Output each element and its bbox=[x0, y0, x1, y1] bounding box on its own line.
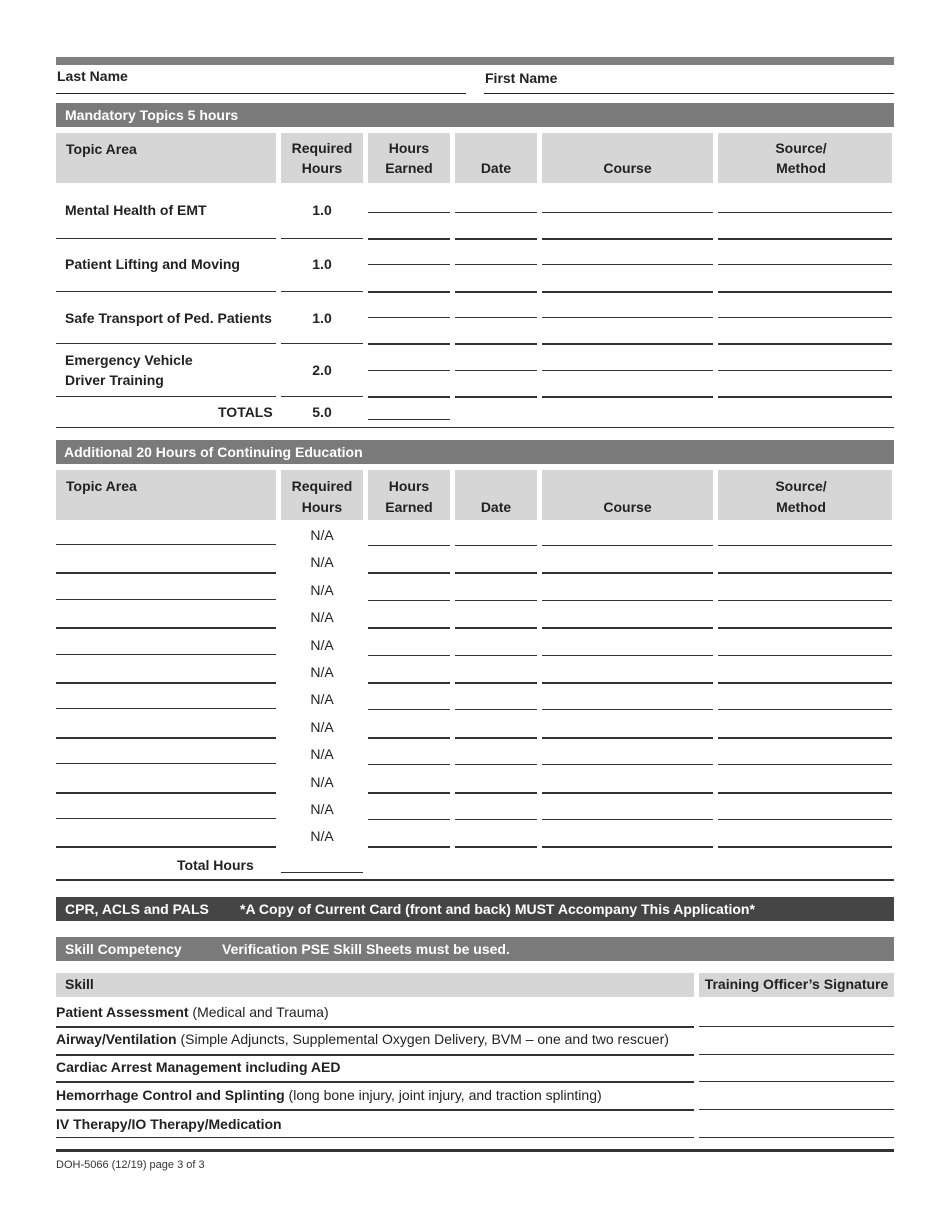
topic-area-field[interactable] bbox=[56, 846, 276, 847]
skill-row-rule bbox=[56, 1109, 694, 1111]
required-hours-value: N/A bbox=[310, 828, 334, 845]
signature-field[interactable] bbox=[699, 1081, 894, 1082]
col-topic-label: Topic Area bbox=[66, 478, 137, 494]
additional-section-title: Additional 20 Hours of Continuing Education bbox=[64, 444, 363, 460]
topic-area-field[interactable] bbox=[56, 627, 276, 629]
source-method-field[interactable] bbox=[718, 545, 892, 546]
row-separator bbox=[455, 396, 537, 398]
course-field[interactable] bbox=[542, 737, 713, 739]
source-method-field[interactable] bbox=[718, 764, 892, 765]
topic-area-field[interactable] bbox=[56, 763, 276, 764]
row-separator bbox=[542, 238, 713, 240]
form-footer: DOH-5066 (12/19) page 3 of 3 bbox=[56, 1159, 205, 1171]
hours-earned-field[interactable] bbox=[368, 317, 450, 318]
course-field[interactable] bbox=[542, 627, 713, 629]
date-field[interactable] bbox=[455, 819, 537, 820]
row-separator bbox=[56, 343, 276, 344]
date-field[interactable] bbox=[455, 545, 537, 546]
source-method-field[interactable] bbox=[718, 737, 892, 739]
required-hours-value: N/A bbox=[310, 718, 334, 735]
skill-item bbox=[56, 1031, 669, 1047]
hours-earned-field[interactable] bbox=[368, 792, 450, 794]
signature-field[interactable] bbox=[699, 1054, 894, 1055]
source-method-field[interactable] bbox=[718, 627, 892, 629]
date-field[interactable] bbox=[455, 737, 537, 739]
skill-section-title: Skill Competency bbox=[65, 941, 182, 957]
date-field[interactable] bbox=[455, 317, 537, 318]
row-separator bbox=[281, 396, 363, 397]
source-method-field[interactable] bbox=[718, 370, 892, 371]
date-field[interactable] bbox=[455, 846, 537, 848]
bottom-rule bbox=[56, 1149, 894, 1152]
row-separator bbox=[368, 343, 450, 345]
course-field[interactable] bbox=[542, 709, 713, 710]
mandatory-row-topic: Emergency Vehicle bbox=[65, 352, 193, 368]
col-hours-label-1: Hours bbox=[388, 478, 430, 494]
col-source-label-2: Method bbox=[776, 499, 826, 515]
required-hours-value: N/A bbox=[310, 609, 334, 626]
required-hours-value: N/A bbox=[310, 636, 334, 653]
row-separator bbox=[281, 238, 363, 239]
last-name-label: Last Name bbox=[57, 68, 128, 84]
course-field[interactable] bbox=[542, 792, 713, 794]
additional-section-header bbox=[56, 440, 894, 464]
col-hours-earned bbox=[368, 133, 450, 183]
cpr-title: CPR, ACLS and PALS bbox=[65, 901, 209, 917]
topic-area-field[interactable] bbox=[56, 599, 276, 600]
signature-header-label: Training Officer’s Signature bbox=[704, 976, 889, 992]
course-field[interactable] bbox=[542, 264, 713, 265]
required-hours-value: N/A bbox=[310, 746, 334, 763]
required-hours-value: N/A bbox=[310, 691, 334, 708]
col-date-label: Date bbox=[480, 499, 512, 515]
hours-earned-field[interactable] bbox=[368, 627, 450, 629]
required-hours-value: N/A bbox=[310, 581, 334, 598]
total-hours-label: Total Hours bbox=[177, 857, 254, 873]
col-hours-label-1: Hours bbox=[388, 140, 430, 156]
totals-label: TOTALS bbox=[218, 404, 273, 420]
col-source-label-1: Source/ bbox=[775, 478, 827, 494]
source-method-field[interactable] bbox=[718, 709, 892, 710]
skill-item bbox=[56, 1004, 329, 1020]
topic-area-field[interactable] bbox=[56, 544, 276, 545]
topic-area-field[interactable] bbox=[56, 792, 276, 794]
hours-earned-field[interactable] bbox=[368, 264, 450, 265]
required-hours-value: N/A bbox=[310, 801, 334, 817]
row-separator bbox=[542, 396, 713, 398]
col-course bbox=[542, 133, 713, 183]
col-required-label-1: Required bbox=[291, 140, 353, 156]
col-topic-label: Topic Area bbox=[66, 141, 137, 157]
row-separator bbox=[718, 396, 892, 398]
source-method-field[interactable] bbox=[718, 792, 892, 794]
date-field[interactable] bbox=[455, 764, 537, 765]
top-rule bbox=[56, 57, 894, 65]
last-name-field[interactable] bbox=[56, 93, 466, 94]
skill-name: Hemorrhage Control and Splinting bbox=[56, 1087, 285, 1103]
mandatory-bottom-rule bbox=[56, 427, 894, 428]
additional-bottom-rule bbox=[56, 879, 894, 881]
row-separator bbox=[455, 238, 537, 240]
mandatory-row-required: 1.0 bbox=[312, 310, 332, 326]
date-field[interactable] bbox=[455, 600, 537, 601]
totals-earned-field[interactable] bbox=[368, 419, 450, 420]
required-hours-value: N/A bbox=[310, 664, 334, 680]
date-field[interactable] bbox=[455, 709, 537, 710]
total-hours-field[interactable] bbox=[281, 872, 363, 873]
date-field[interactable] bbox=[455, 572, 537, 574]
date-field[interactable] bbox=[455, 370, 537, 371]
row-separator bbox=[718, 343, 892, 345]
skill-row-rule bbox=[56, 1054, 694, 1056]
source-method-field[interactable] bbox=[718, 846, 892, 848]
signature-field[interactable] bbox=[699, 1026, 894, 1027]
date-field[interactable] bbox=[455, 264, 537, 265]
course-field[interactable] bbox=[542, 317, 713, 318]
col-topic-area bbox=[56, 470, 276, 520]
skill-detail: (Medical and Trauma) bbox=[188, 1004, 329, 1020]
hours-earned-field[interactable] bbox=[368, 819, 450, 820]
col-required-label-2: Hours bbox=[301, 499, 343, 515]
skill-detail: (long bone injury, joint injury, and traction splinting) bbox=[284, 1087, 602, 1103]
hours-earned-field[interactable] bbox=[368, 846, 450, 848]
mandatory-section-title: Mandatory Topics 5 hours bbox=[65, 107, 239, 123]
course-field[interactable] bbox=[542, 572, 713, 574]
hours-earned-field[interactable] bbox=[368, 370, 450, 371]
mandatory-row-topic-line2: Driver Training bbox=[65, 372, 164, 388]
row-separator bbox=[542, 343, 713, 345]
date-field[interactable] bbox=[455, 655, 537, 656]
row-separator bbox=[368, 396, 450, 398]
row-separator bbox=[455, 343, 537, 345]
col-required-hours bbox=[281, 133, 363, 183]
date-field[interactable] bbox=[455, 792, 537, 794]
hours-earned-field[interactable] bbox=[368, 737, 450, 739]
signature-field[interactable] bbox=[699, 1109, 894, 1110]
col-date-label: Date bbox=[480, 160, 512, 176]
row-separator bbox=[455, 291, 537, 293]
skill-detail: (Simple Adjuncts, Supplemental Oxygen Delivery, BVM – one and two rescuer) bbox=[176, 1031, 669, 1047]
row-separator bbox=[281, 291, 363, 292]
course-field[interactable] bbox=[542, 370, 713, 371]
col-required-label-2: Hours bbox=[301, 160, 343, 176]
col-source-method bbox=[718, 133, 892, 183]
topic-area-field[interactable] bbox=[56, 682, 276, 684]
mandatory-row-required: 2.0 bbox=[312, 362, 332, 378]
mandatory-section-header bbox=[56, 103, 894, 127]
col-course bbox=[542, 470, 713, 520]
skill-row-rule bbox=[56, 1026, 694, 1028]
row-separator bbox=[56, 396, 276, 397]
hours-earned-field[interactable] bbox=[368, 600, 450, 601]
mandatory-row-topic: Mental Health of EMT bbox=[65, 202, 207, 218]
hours-earned-field[interactable] bbox=[368, 655, 450, 656]
signature-column-header bbox=[699, 973, 894, 997]
source-method-field[interactable] bbox=[718, 819, 892, 820]
mandatory-row-required: 1.0 bbox=[312, 202, 332, 218]
course-field[interactable] bbox=[542, 545, 713, 546]
hours-earned-field[interactable] bbox=[368, 764, 450, 765]
col-source-method bbox=[718, 470, 892, 520]
topic-area-field[interactable] bbox=[56, 572, 276, 574]
source-method-field[interactable] bbox=[718, 317, 892, 318]
course-field[interactable] bbox=[542, 212, 713, 213]
skill-section-header bbox=[56, 937, 894, 961]
row-separator bbox=[281, 343, 363, 344]
totals-value: 5.0 bbox=[312, 404, 332, 420]
skill-item bbox=[56, 1087, 602, 1103]
first-name-field[interactable] bbox=[484, 93, 894, 94]
row-separator bbox=[718, 291, 892, 293]
course-field[interactable] bbox=[542, 682, 713, 684]
topic-area-field[interactable] bbox=[56, 708, 276, 709]
row-separator bbox=[368, 238, 450, 240]
course-field[interactable] bbox=[542, 655, 713, 656]
hours-earned-field[interactable] bbox=[368, 709, 450, 710]
row-separator bbox=[542, 291, 713, 293]
cpr-section-header bbox=[56, 897, 894, 921]
col-date bbox=[455, 470, 537, 520]
hours-earned-field[interactable] bbox=[368, 212, 450, 213]
topic-area-field[interactable] bbox=[56, 818, 276, 819]
col-hours-label-2: Earned bbox=[385, 499, 433, 515]
source-method-field[interactable] bbox=[718, 655, 892, 656]
date-field[interactable] bbox=[455, 682, 537, 684]
skill-section-note: Verification PSE Skill Sheets must be used. bbox=[222, 941, 510, 957]
source-method-field[interactable] bbox=[718, 600, 892, 601]
col-required-label-1: Required bbox=[291, 478, 353, 494]
source-method-field[interactable] bbox=[718, 212, 892, 213]
skill-name: Patient Assessment bbox=[56, 1004, 189, 1020]
mandatory-row-topic: Patient Lifting and Moving bbox=[65, 256, 240, 272]
cpr-note: *A Copy of Current Card (front and back) MUST Accompany This Application* bbox=[240, 901, 755, 917]
required-hours-value: N/A bbox=[310, 527, 334, 543]
col-source-label-2: Method bbox=[776, 160, 826, 176]
mandatory-row-required: 1.0 bbox=[312, 256, 332, 272]
row-separator bbox=[368, 291, 450, 293]
col-date bbox=[455, 133, 537, 183]
col-course-label: Course bbox=[603, 499, 652, 515]
course-field[interactable] bbox=[542, 819, 713, 820]
topic-area-field[interactable] bbox=[56, 654, 276, 655]
hours-earned-field[interactable] bbox=[368, 682, 450, 684]
col-topic-area bbox=[56, 133, 276, 183]
date-field[interactable] bbox=[455, 212, 537, 213]
date-field[interactable] bbox=[455, 627, 537, 629]
row-separator bbox=[56, 291, 276, 292]
source-method-field[interactable] bbox=[718, 572, 892, 574]
course-field[interactable] bbox=[542, 600, 713, 601]
source-method-field[interactable] bbox=[718, 264, 892, 265]
topic-area-field[interactable] bbox=[56, 737, 276, 739]
mandatory-row-topic: Safe Transport of Ped. Patients bbox=[65, 310, 272, 326]
col-hours-label-2: Earned bbox=[385, 160, 433, 176]
row-separator bbox=[56, 238, 276, 239]
skill-item bbox=[56, 1059, 340, 1075]
col-required-hours bbox=[281, 470, 363, 520]
skill-item bbox=[56, 1116, 282, 1132]
skill-name: Airway/Ventilation bbox=[56, 1031, 177, 1047]
first-name-label: First Name bbox=[485, 70, 558, 86]
col-source-label-1: Source/ bbox=[775, 140, 827, 156]
skill-name: Cardiac Arrest Management including AED bbox=[56, 1059, 341, 1075]
skill-name: IV Therapy/IO Therapy/Medication bbox=[56, 1116, 282, 1132]
col-course-label: Course bbox=[603, 160, 652, 176]
source-method-field[interactable] bbox=[718, 682, 892, 684]
col-hours-earned bbox=[368, 470, 450, 520]
required-hours-value: N/A bbox=[310, 554, 334, 571]
required-hours-value: N/A bbox=[310, 773, 334, 790]
course-field[interactable] bbox=[542, 764, 713, 765]
signature-field[interactable] bbox=[699, 1137, 894, 1138]
skill-row-rule bbox=[56, 1137, 694, 1138]
skill-row-rule bbox=[56, 1081, 694, 1083]
hours-earned-field[interactable] bbox=[368, 545, 450, 546]
hours-earned-field[interactable] bbox=[368, 572, 450, 574]
row-separator bbox=[718, 238, 892, 240]
skill-header-label: Skill bbox=[65, 976, 94, 992]
skill-column-header bbox=[56, 973, 694, 997]
course-field[interactable] bbox=[542, 846, 713, 848]
